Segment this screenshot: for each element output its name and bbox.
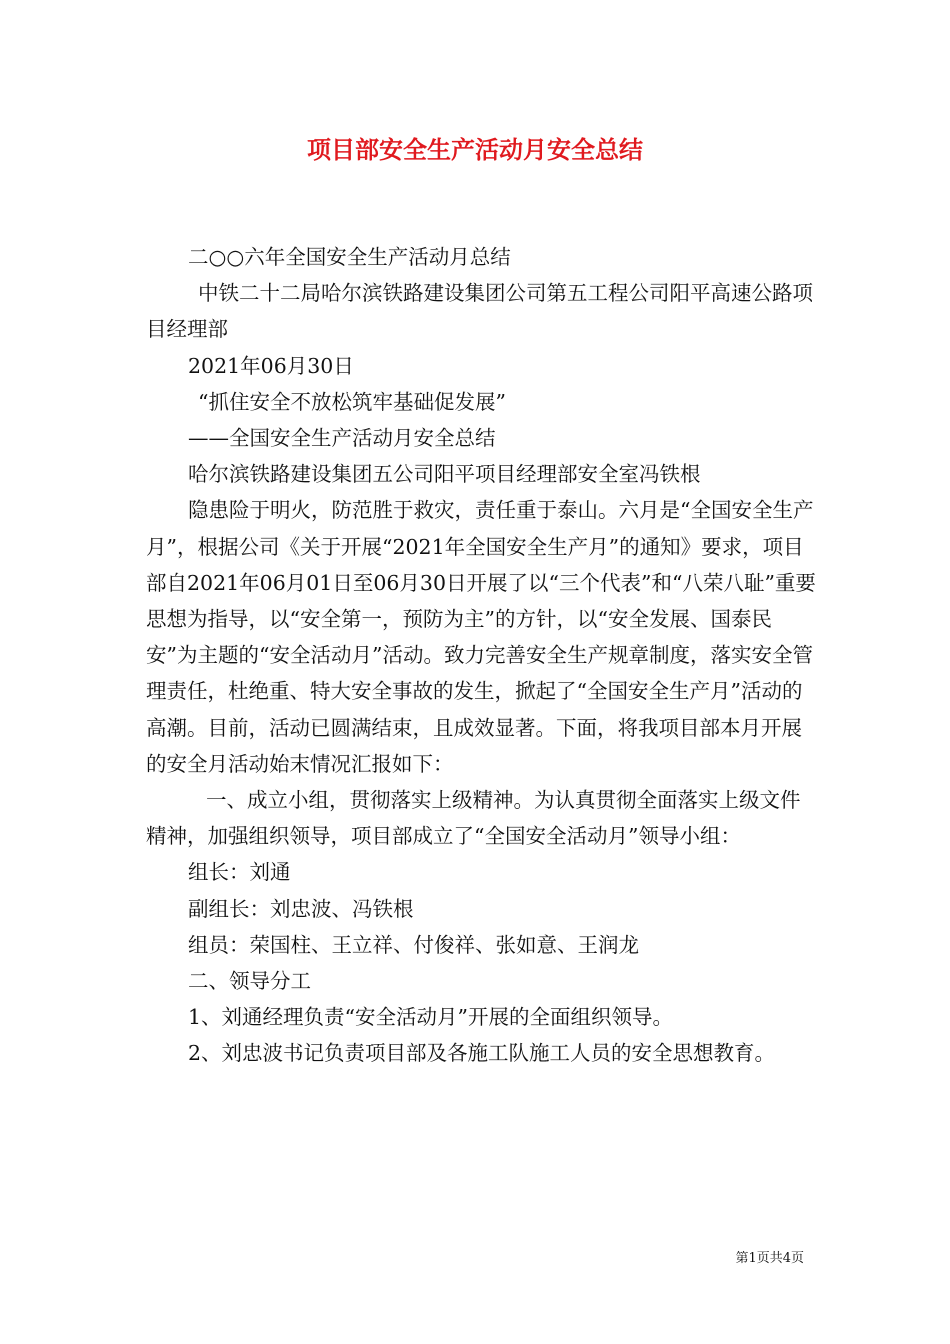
- paragraph-organization: 中铁二十二局哈尔滨铁路建设集团公司第五工程公司阳平高速公路项目经理部: [146, 281, 813, 342]
- document-body: [146, 239, 818, 1072]
- paragraph-section-two: 二、领导分工: [188, 969, 311, 994]
- document-title: 项目部安全生产活动月安全总结: [307, 135, 643, 164]
- paragraph-date: 2021年06月30日: [188, 353, 354, 378]
- paragraph-leader: 组长：刘通: [188, 860, 291, 885]
- paragraph-members: 组员：荣国柱、王立祥、付俊祥、张如意、王润龙: [188, 932, 639, 957]
- paragraph-deputy-leaders: 副组长：刘忠波、冯铁根: [188, 896, 414, 921]
- paragraph-subtitle: 二○○六年全国安全生产活动月总结: [188, 245, 511, 269]
- paragraph-duty-one: 1、刘通经理负责“安全活动月”开展的全面组织领导。: [188, 1005, 674, 1030]
- paragraph-introduction: 隐患险于明火，防范胜于救灾，责任重于泰山。六月是“全国安全生产月”，根据公司《关于开展“2021年全国安全生产月”的通知》要求，项目部自2021年06月01日至06月30日开展了以“三个代表”和“八荣八耻”重要思想为指导，以“安全第一，预防为主”的方针，以“安全发展、国泰民安”为主题的“安全活动月”活动。致力完善安全生产规章制度，落实安全管理责任，杜绝重、特大安全事故的发生，掀起了“全国安全生产月”活动的高潮。目前，活动已圆满结束，且成效显著。下面，将我项目部本月开展的安全月活动始末情况汇报如下：: [146, 498, 816, 776]
- paragraph-slogan-subtitle: ——全国安全生产活动月安全总结: [188, 426, 496, 451]
- paragraph-slogan: “抓住安全不放松筑牢基础促发展”: [198, 389, 506, 414]
- paragraph-duty-two: 2、刘忠波书记负责项目部及各施工队施工人员的安全思想教育。: [188, 1041, 776, 1066]
- paragraph-section-one: 一、成立小组，贯彻落实上级精神。为认真贯彻全面落实上级文件精神，加强组织领导，项目部成立了“全国安全活动月”领导小组：: [146, 788, 801, 849]
- page-number: 第1页共4页: [735, 1251, 804, 1266]
- paragraph-author: 哈尔滨铁路建设集团五公司阳平项目经理部安全室冯铁根: [188, 462, 701, 487]
